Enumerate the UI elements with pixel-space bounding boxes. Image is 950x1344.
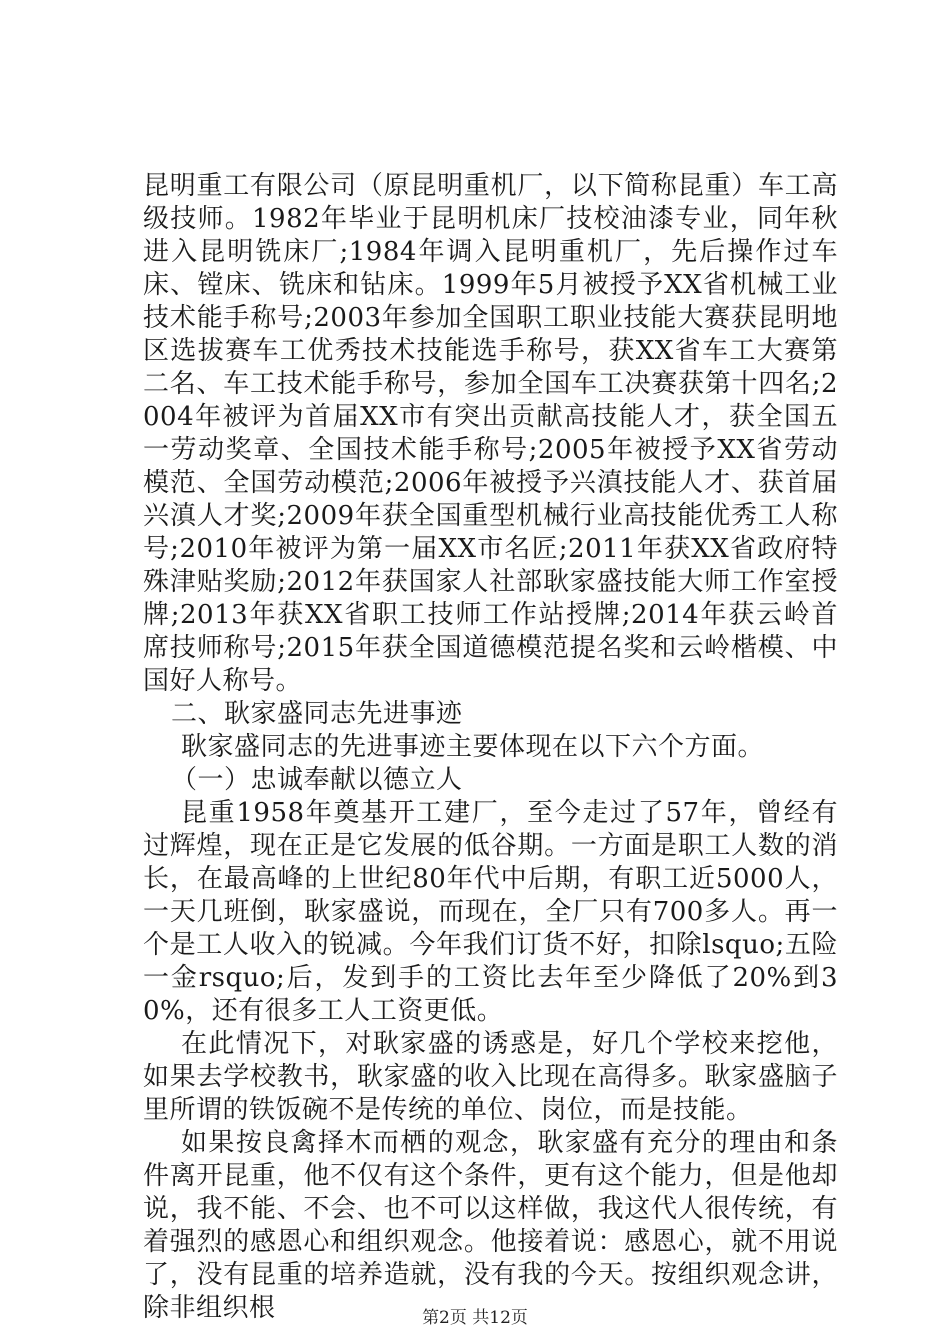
paragraph-biography: 昆明重工有限公司（原昆明重机厂，以下简称昆重）车工高级技师。1982年毕业于昆明机床厂技校油漆专业，同年秋进入昆明铣床厂;1984年调入昆明重机厂，先后操作过车床、镗床、铣床和钻床。1999年5月被授予XX省机械工业技术能手称号;2003年参加全国职工职业技能大赛获昆明地区选拔赛车工优秀技术技能选手称号，获XX省车工大赛第二名、车工技术能手称号，参加全国车工决赛获第十四名;2004年被评为首届XX市有突出贡献高技能人才，获全国五一劳动奖章、全国技术能手称号;2005年被授予XX省劳动模范、全国劳动模范;2006年被授予兴滇技能人才、获首届兴滇人才奖;2009年获全国重型机械行业高技能优秀工人称号;2010年被评为第一届XX市名匠;2011年获XX省政府特殊津贴奖励;2012年获国家人社部耿家盛技能大师工作室授牌;2013年获XX省职工技师工作站授牌;2014年获云岭首席技师称号;2015年获全国道德模范提名奖和云岭楷模、中国好人称号。 <box>143 171 838 696</box>
section-heading-advanced-deeds: 二、耿家盛同志先进事迹 <box>171 699 463 729</box>
subsection-heading-loyalty: （一）忠诚奉献以德立人 <box>171 765 463 795</box>
paragraph-temptation: 在此情况下，对耿家盛的诱惑是，好几个学校来挖他，如果去学校教书，耿家盛的收入比现在高得多。耿家盛脑子里所谓的铁饭碗不是传统的单位、岗位，而是技能。 <box>143 1029 838 1125</box>
paragraph-company-history: 昆重1958年奠基开工建厂，至今走过了57年，曾经有过辉煌，现在正是它发展的低谷期。一方面是职工人数的消长，在最高峰的上世纪80年代中后期，有职工近5000人，一天几班倒，耿家盛说，而现在，全厂只有700多人。再一个是工人收入的锐减。今年我们订货不好，扣除lsquo;五险一金rsquo;后，发到手的工资比去年至少降低了20%到30%，还有很多工人工资更低。 <box>143 798 838 1026</box>
page-number-footer: 第2页 共12页 <box>422 1308 528 1328</box>
paragraph-deeds-intro: 耿家盛同志的先进事迹主要体现在以下六个方面。 <box>181 732 765 762</box>
paragraph-gratitude: 如果按良禽择木而栖的观念，耿家盛有充分的理由和条件离开昆重，他不仅有这个条件，更有这个能力，但是他却说，我不能、不会、也不可以这样做，我这代人很传统，有着强烈的感恩心和组织观念。他接着说：感恩心，就不用说了，没有昆重的培养造就，没有我的今天。按组织观念讲，除非组织根 <box>143 1128 838 1323</box>
document-body <box>143 170 838 1325</box>
